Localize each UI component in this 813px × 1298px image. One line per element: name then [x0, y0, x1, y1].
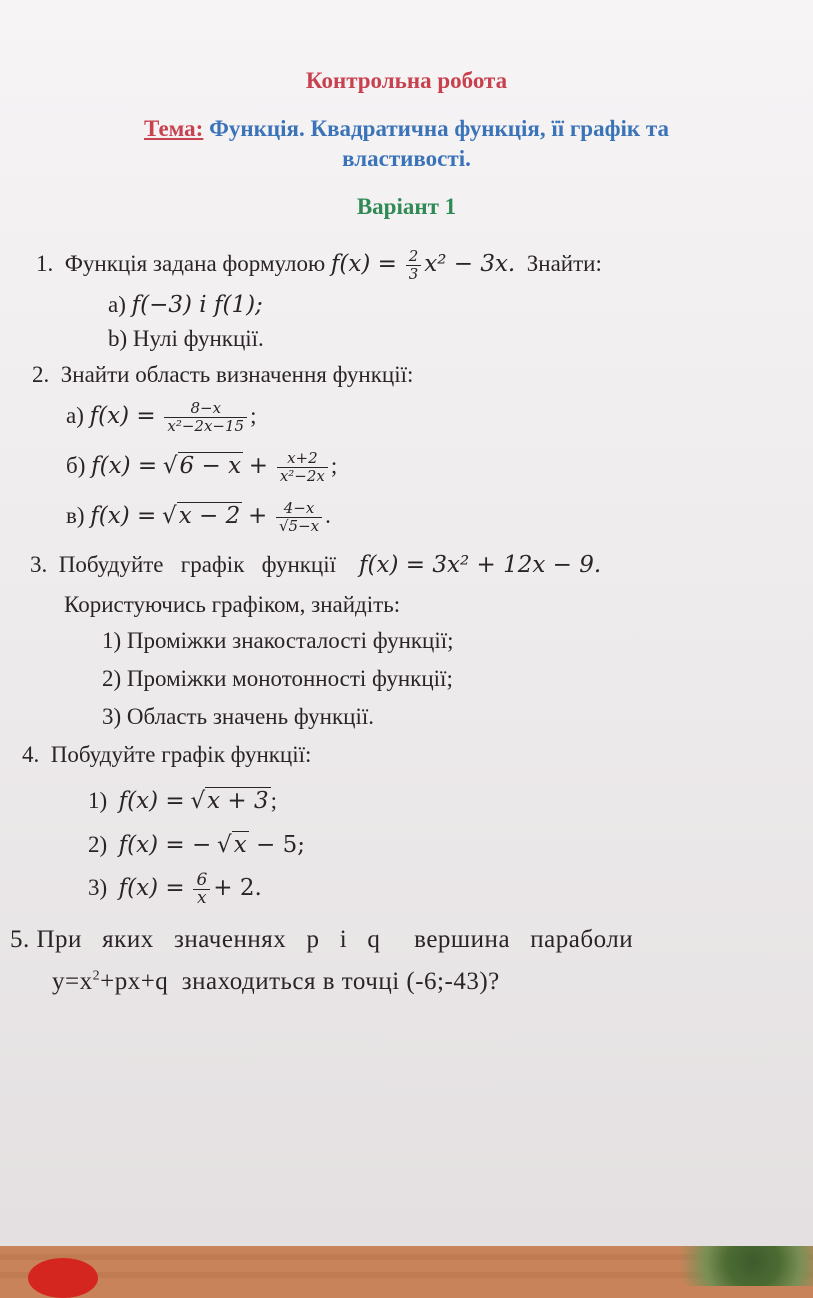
q2-item-b	[66, 450, 337, 485]
q5-line-2a: y=x	[52, 968, 93, 995]
theme-heading	[40, 114, 773, 174]
q4-item-3	[88, 872, 262, 907]
q4-number: 4.	[22, 742, 40, 767]
q1-b-text: Нулі функції.	[132, 326, 264, 351]
q5-superscript: 2	[92, 968, 101, 984]
q2-c-sqrt: √x − 2	[162, 502, 241, 529]
theme-label: Тема:	[144, 116, 204, 141]
q1-formula-rhs: x² − 3x.	[424, 250, 516, 277]
question-3	[30, 552, 601, 578]
q4-2-sqrt: √x	[217, 832, 247, 858]
q2-item-c	[66, 500, 331, 535]
q3-item-3: 3) Область значень функції.	[102, 704, 374, 729]
q2-b-lhs: f(x) =	[91, 452, 158, 479]
q5-line-2b: +px+q знаходиться в точці (-6;-43)?	[100, 968, 500, 995]
q2-b-fraction: $\frac{x+2}{\text{x²−2x}}$	[277, 450, 328, 485]
q4-2-end: − 5;	[248, 832, 305, 858]
q3-item-1: 1) Проміжки знакосталості функції;	[102, 628, 454, 653]
q1-text: Функція задана формулою	[64, 250, 326, 276]
q2-b-sqrt: √6 − x	[162, 452, 242, 479]
q2-c-label: в)	[66, 502, 85, 528]
q4-3-lhs: f(x) =	[118, 874, 185, 901]
q3-formula: f(x) = 3x² + 12x − 9.	[359, 552, 602, 578]
q5-line-1: При яких значеннях p і q вершина параболи	[36, 926, 634, 953]
q5-line-2	[52, 968, 500, 996]
q2-b-end: ;	[330, 452, 338, 478]
q4-item-1	[88, 788, 277, 814]
q1-b-label: b)	[108, 326, 128, 351]
q4-1-sqrt: √x + 3	[190, 788, 269, 814]
q3-number: 3.	[30, 552, 48, 577]
q2-a-lhs: f(x) =	[89, 402, 156, 429]
q1-fraction: $\frac{2}{3}$	[406, 248, 422, 283]
q4-text: Побудуйте графік функції:	[50, 742, 312, 767]
q4-1-lhs: f(x) =	[118, 788, 185, 814]
q2-c-plus: +	[247, 502, 268, 529]
red-object	[28, 1258, 98, 1298]
q4-3-end: + 2.	[213, 874, 262, 901]
q1-number: 1.	[36, 250, 54, 276]
question-2	[32, 362, 413, 388]
q1-item-a	[108, 292, 263, 318]
q1-a-text: f(−3) і f(1);	[131, 292, 263, 318]
question-1	[36, 248, 602, 283]
q2-b-plus: +	[248, 452, 269, 479]
q4-item-2	[88, 832, 305, 858]
q5-number: 5.	[10, 926, 30, 953]
q2-a-label: а)	[66, 402, 84, 428]
q3-text: Побудуйте графік функції	[58, 552, 337, 577]
q2-c-lhs: f(x) =	[90, 502, 157, 529]
q1-item-b	[108, 326, 264, 352]
q2-c-end: .	[325, 502, 331, 528]
theme-text-2: властивості.	[342, 146, 471, 171]
q4-3-label: 3)	[88, 874, 108, 900]
q3-line-2: Користуючись графіком, знайдіть:	[64, 592, 401, 617]
q1-tail: Знайти:	[526, 250, 602, 276]
q4-2-lhs: f(x) = −	[118, 832, 212, 858]
q2-text: Знайти область визначення функції:	[60, 362, 414, 387]
q1-formula-lhs: f(x) =	[330, 250, 397, 277]
q2-c-fraction: $\frac{4-x}{√5-x}$	[276, 500, 322, 535]
q2-b-label: б)	[66, 452, 86, 478]
q2-item-a	[66, 400, 256, 435]
q4-3-fraction: $\frac{6}{x}$	[193, 872, 210, 907]
q4-1-label: 1)	[88, 788, 108, 813]
question-4	[22, 742, 311, 768]
q4-1-end: ;	[270, 788, 277, 813]
q2-a-fraction: $\frac{8-x}{\text{x²−2x−15}}$	[164, 400, 247, 435]
theme-text-1: Функція. Квадратична функція, її графік та	[209, 116, 669, 141]
q2-number: 2.	[32, 362, 50, 387]
q3-item-2: 2) Проміжки монотонності функції;	[102, 666, 453, 691]
variant-heading: Варіант 1	[356, 194, 457, 219]
q1-a-label: a)	[108, 292, 126, 317]
q4-2-label: 2)	[88, 832, 108, 857]
q2-a-end: ;	[250, 402, 257, 428]
page-title: Контрольна робота	[305, 68, 508, 93]
question-5	[10, 926, 633, 954]
